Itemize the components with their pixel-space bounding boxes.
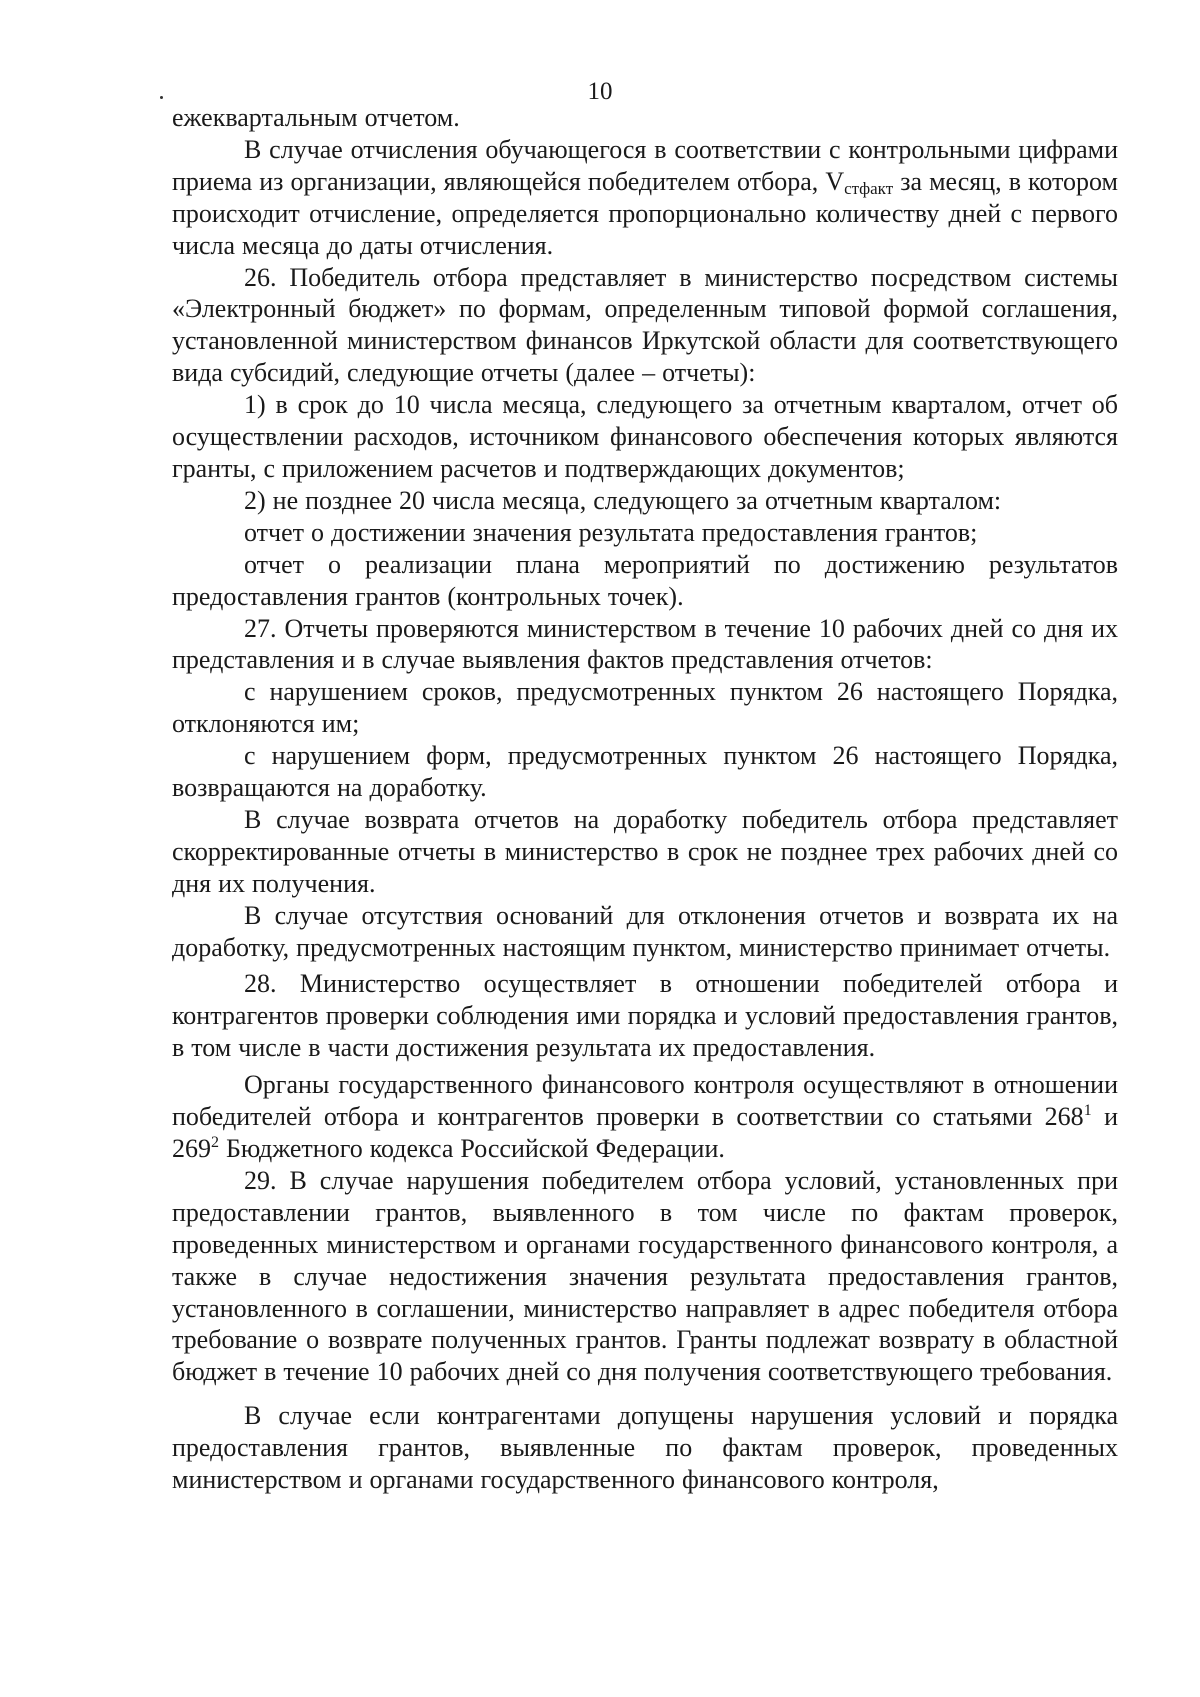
paragraph-text: Органы государственного финансового контроля осуществляют в отношении победителей отбора и контрагентов проверки в соответствии со статьями 268 (172, 1070, 1118, 1132)
subscript-stfakt: стфакт (844, 178, 894, 198)
paragraph-26: 26. Победитель отбора представляет в министерство посредством системы «Электронный бюджет» по формам, определенным типовой формой соглашения, установленной министерством финансов Иркутской области для соответствующего вида субсидий, следующие отчеты (далее – отчеты): (172, 262, 1118, 388)
paragraph-27-deadline-violation: с нарушением сроков, предусмотренных пунктом 26 настоящего Порядка, отклоняются им; (172, 677, 1118, 739)
paragraph-expulsion-calculation (172, 134, 1118, 262)
paragraph-26-report-result: отчет о достижении значения результата предоставления грантов; (244, 517, 978, 547)
document-body (172, 102, 1118, 1496)
paragraph-26-item-1: 1) в срок до 10 числа месяца, следующего за отчетным кварталом, отчет об осуществлении расходов, источником финансового обеспечения которых являются гранты, с приложением расчетов и подтверждающих документов; (172, 390, 1118, 483)
scan-speck (160, 96, 163, 99)
paragraph-text: и 269 (172, 1102, 1118, 1163)
paragraph-text: за месяц, в котором происходит отчисление, определяется пропорционально количеству дней с первого числа месяца до даты отчисления. (172, 166, 1118, 260)
page-number: 10 (587, 78, 613, 105)
superscript-1: 1 (1083, 1102, 1092, 1120)
paragraph-28: 28. Министерство осуществляет в отношении победителей отбора и контрагентов проверки соблюдения ими порядка и условий предоставления грантов, в том числе в части достижения результата их предоставления. (172, 969, 1118, 1063)
paragraph-27-form-violation: с нарушением форм, предусмотренных пунктом 26 настоящего Порядка, возвращаются на доработку. (172, 741, 1118, 803)
paragraph-text: Бюджетного кодекса Российской Федерации. (219, 1134, 725, 1163)
paragraph-continuation: ежеквартальным отчетом. (172, 103, 460, 132)
paragraph-29-contractors: В случае если контрагентами допущены нарушения условий и порядка предоставления грантов, выявленные по фактам проверок, проведенных министерством и органами государственного финансового контроля, (172, 1401, 1118, 1495)
paragraph-26-item-2: 2) не позднее 20 числа месяца, следующего за отчетным кварталом: (244, 485, 1002, 515)
paragraph-28-financial-control (172, 1069, 1118, 1165)
superscript-2: 2 (211, 1134, 219, 1151)
paragraph-26-report-plan: отчет о реализации плана мероприятий по достижению результатов предоставления грантов (контрольных точек). (172, 549, 1118, 611)
paragraph-29: 29. В случае нарушения победителем отбора условий, установленных при предоставлении грантов, выявленного в том числе по фактам проверок, проведенных министерством и органами государственного финансового контроля, а также в случае недостижения значения результата предоставления грантов, установленного в соглашении, министерство направляет в адрес победителя отбора требование о возврате полученных грантов. Гранты подлежат возврату в областной бюджет в течение 10 рабочих дней со дня получения соответствующего требования. (172, 1165, 1118, 1387)
paragraph-text: В случае отчисления обучающегося в соответствии с контрольными цифрами приема из организации, являющейся победителем отбора, V (172, 134, 1118, 196)
paragraph-27: 27. Отчеты проверяются министерством в течение 10 рабочих дней со дня их представления и в случае выявления фактов представления отчетов: (172, 613, 1118, 675)
paragraph-27-resubmission: В случае возврата отчетов на доработку победитель отбора представляет скорректированные отчеты в министерство в срок не позднее трех рабочих дней со дня их получения. (172, 804, 1118, 898)
paragraph-27-acceptance: В случае отсутствия оснований для отклонения отчетов и возврата их на доработку, предусмотренных настоящим пунктом, министерство принимает отчеты. (172, 900, 1118, 962)
